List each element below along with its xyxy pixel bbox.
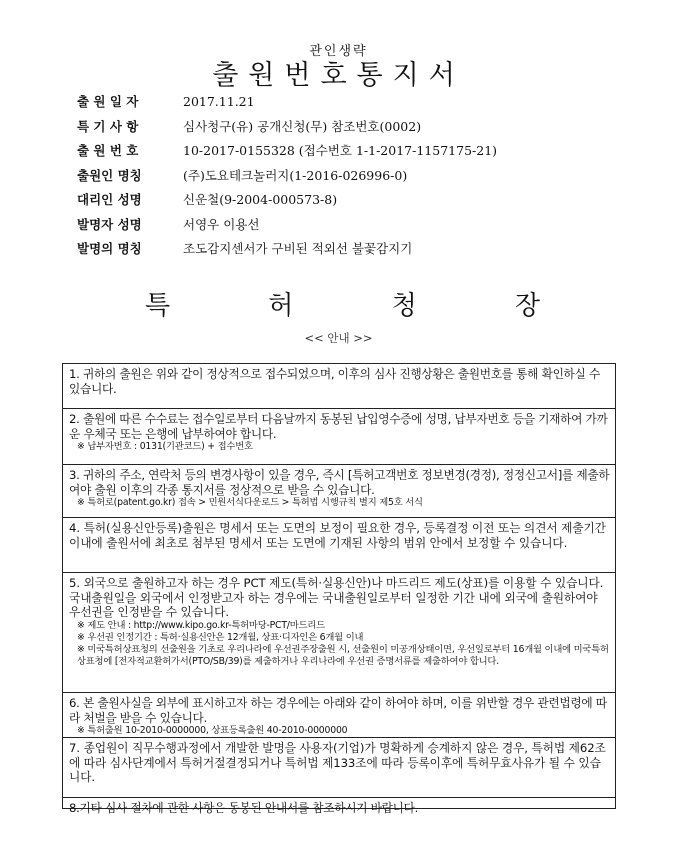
info-value: 조도감지센서가 구비된 적외선 불꽃감지기: [183, 241, 413, 256]
notice-text: 6. 본 출원사실을 외부에 표시하고자 하는 경우에는 아래와 같이 하여야 하며, 이를 위반할 경우 관련법령에 따라 처벌을 받을 수 있습니다.: [69, 696, 607, 725]
info-value: 2017.11.21: [183, 94, 255, 109]
notice-text: 7. 종업원이 직무수행과정에서 개발한 발명을 사용자(기업)가 명확하게 승계하지 않은 경우, 특허법 제62조에 따라 심사단계에서 특허거절결정되거나 특허법 제133조에 따라 등록이후에 특허무효사유가 될 수 있습니다.: [69, 741, 606, 785]
info-label: 출 원 일 자: [77, 94, 139, 109]
info-value: 신운철(9-2004-000573-8): [183, 192, 338, 207]
notice-item: [63, 518, 615, 573]
notice-item: [63, 798, 615, 823]
info-value: 서영우 이용선: [183, 216, 260, 232]
notice-note: ※ 특허출원 10-2010-0000000, 상표등록출원 40-2010-0000000: [77, 725, 348, 737]
notice-text: 3. 귀하의 주소, 연락처 등의 변경사항이 있을 경우, 즉시 [특허고객번호 정보변경(경정), 정정신고서]를 제출하여야 출원 이후의 각종 통지서를 정상적으로 받을 수 있습니다.: [69, 468, 610, 497]
notice-item: [63, 364, 615, 409]
classification-label: 관인생략: [309, 44, 368, 59]
info-row-applicant: [77, 164, 497, 189]
notice-item: [63, 693, 615, 738]
notice-note: ※ 특허로(patent.go.kr) 접속 > 민원서식다운로드 > 특허법 시행규칙 별지 제5호 서식: [77, 497, 423, 509]
info-label: 특 기 사 항: [77, 118, 139, 134]
office-char: 청: [391, 291, 417, 321]
info-label: 대리인 성명: [77, 192, 142, 207]
office-char: 허: [268, 291, 294, 321]
notice-text: 4. 특허(실용신안등록)출원은 명세서 또는 도면의 보정이 필요한 경우, 등록결정 이전 또는 의견서 제출기간 이내에 출원서에 최초로 첨부된 명세서 또는 도면에 기재된 사항의 범위 안에서 보정할 수 있습니다.: [69, 521, 606, 550]
notice-note: ※ 미국특허상표청의 선출원을 기초로 우리나라에 우선권주장출원 시, 선출원이 미공개상태이면, 우선일로부터 16개월 이내에 미국특허상표청에 [전자적교환허가서(PTO/SB/39)를 제출하거나 우리나라에 우선권 증명서류를 제출하여야 합니다.: [77, 643, 609, 667]
info-label: 출 원 번 호: [77, 143, 139, 158]
office-char: 특: [145, 291, 171, 321]
notice-text: 8.기타 심사 절차에 관한 사항은 동봉된 안내서를 참조하시기 바랍니다.: [69, 801, 419, 815]
document-title: 출원번호통지서: [212, 60, 465, 91]
info-row-special-notes: [77, 115, 497, 140]
info-row-application-number: [77, 139, 497, 164]
notice-text: 5. 외국으로 출원하고자 하는 경우 PCT 제도(특허·실용신안)나 마드리드 제도(상표)를 이용할 수 있습니다. 국내출원일을 외국에서 인정받고자 하는 경우에는 국내출원일로부터 일정한 기간 내에 외국에 출원하여야 우선권을 인정받을 수 있습니다.: [69, 576, 604, 620]
notice-text: 2. 출원에 따른 수수료는 접수일로부터 다음날까지 동봉된 납입영수증에 성명, 납부자번호 등을 기재하여 가까운 우체국 또는 은행에 납부하여야 합니다.: [69, 412, 608, 441]
notice-text: 1. 귀하의 출원은 위와 같이 정상적으로 접수되었으며, 이후의 심사 진행상황은 출원번호를 통해 확인하실 수 있습니다.: [69, 367, 600, 396]
application-info: [77, 90, 497, 262]
notice-item: [63, 738, 615, 798]
office-char: 장: [514, 291, 540, 321]
info-row-invention-title: [77, 237, 497, 262]
notice-note: ※ 제도 안내 : http://www.kipo.go.kr-특허마당-PCT/마드리드: [77, 619, 325, 631]
notice-box: [62, 363, 616, 815]
info-value: 심사청구(유) 공개신청(무) 참조번호(0002): [183, 118, 422, 134]
notice-item: [63, 465, 615, 518]
info-row-filing-date: [77, 90, 497, 115]
info-label: 발명의 명칭: [77, 241, 142, 256]
info-label: 출원인 명칭: [77, 167, 142, 183]
info-row-inventors: [77, 213, 497, 238]
notice-item: [63, 409, 615, 465]
info-label: 발명자 성명: [77, 216, 142, 232]
notice-note: ※ 우선권 인정기간 : 특허·실용신안은 12개월, 상표·디자인은 6개월 이내: [77, 631, 364, 643]
info-row-agent: [77, 188, 497, 213]
info-value: (주)도요테크놀러지(1-2016-026996-0): [183, 167, 408, 183]
issuing-office: [145, 285, 540, 322]
notice-note: ※ 납부자번호 : 0131(기관코드) + 접수번호: [77, 441, 253, 453]
guide-title: << 안내 >>: [304, 331, 373, 345]
info-value: 10-2017-0155328 (접수번호 1-1-2017-1157175-21): [183, 143, 498, 158]
notice-item: [63, 573, 615, 693]
